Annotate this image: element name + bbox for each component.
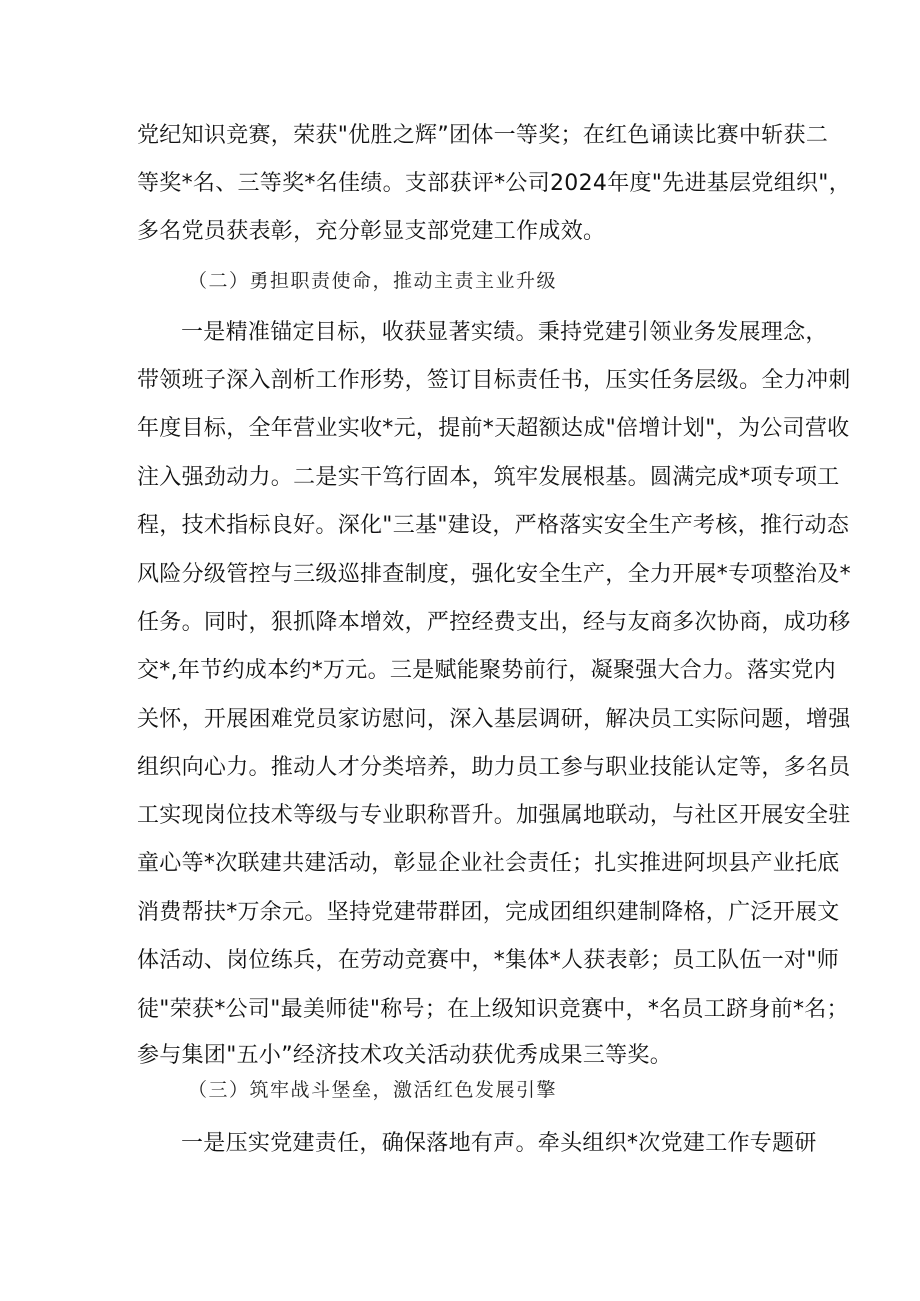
- paragraph-line: 一是精准锚定目标，收获显著实绩。秉持党建引领业务发展理念，: [181, 320, 828, 345]
- paragraph-line: 徒"荣获*公司"最美师徒"称号；在上级知识竞赛中，*名员工跻身前*名；: [137, 997, 849, 1022]
- paragraph-line: 风险分级管控与三级巡排查制度，强化安全生产，全力开展*专项整治及*: [137, 562, 851, 587]
- paragraph-line: 工实现岗位技术等级与专业职称晋升。加强属地联动，与社区开展安全驻: [137, 803, 851, 828]
- paragraph-line: 多名党员获表彰，充分彰显支部党建工作成效。: [137, 219, 606, 244]
- paragraph-line: 等奖*名、三等奖*名佳绩。支部获评*公司2024年度"先进基层党组织"，: [137, 171, 852, 196]
- section-heading-3: （三）筑牢战斗堡垒，激活红色发展引擎: [188, 1079, 558, 1101]
- paragraph-line: 组织向心力。推动人才分类培养，助力员工参与职业技能认定等，多名员: [137, 755, 851, 780]
- paragraph-line: 关怀，开展困难党员家访慰问，深入基层调研，解决员工实际问题，增强: [137, 707, 851, 732]
- paragraph-line: 童心等*次联建共建活动，彰显企业社会责任；扎实推进阿坝县产业托底: [137, 851, 840, 876]
- section-heading-2: （二）勇担职责使命，推动主责主业升级: [188, 270, 558, 292]
- paragraph-line: 年度目标，全年营业实收*元，提前*天超额达成"倍增计划"，为公司营收: [137, 416, 850, 441]
- paragraph-line: 带领班子深入剖析工作形势，签订目标责任书，压实任务层级。全力冲刺: [137, 368, 851, 393]
- paragraph-line: 一是压实党建责任，确保落地有声。牵头组织*次党建工作专题研: [181, 1131, 817, 1156]
- paragraph-line: 参与集团"五小”经济技术攻关活动获优秀成果三等奖。: [137, 1043, 673, 1068]
- paragraph-line: 体活动、岗位练兵，在劳动竞赛中，*集体*人获表彰；员工队伍一对"师: [137, 948, 840, 973]
- paragraph-line: 任务。同时，狠抓降本增效，严控经费支出，经与友商多次协商，成功移: [137, 610, 851, 635]
- paragraph-line: 党纪知识竞赛，荣获"优胜之辉”团体一等奖；在红色诵读比赛中斩获二: [137, 123, 829, 148]
- paragraph-line: 消费帮扶*万余元。坚持党建带群团，完成团组织建制降格，广泛开展文: [137, 900, 840, 925]
- paragraph-line: 交*,年节约成本约*万元。三是赋能聚势前行，凝聚强大合力。落实党内: [137, 658, 836, 683]
- paragraph-line: 注入强劲动力。二是实干笃行固本，筑牢发展根基。圆满完成*项专项工: [137, 465, 840, 490]
- paragraph-line: 程，技术指标良好。深化"三基"建设，严格落实安全生产考核，推行动态: [137, 513, 850, 538]
